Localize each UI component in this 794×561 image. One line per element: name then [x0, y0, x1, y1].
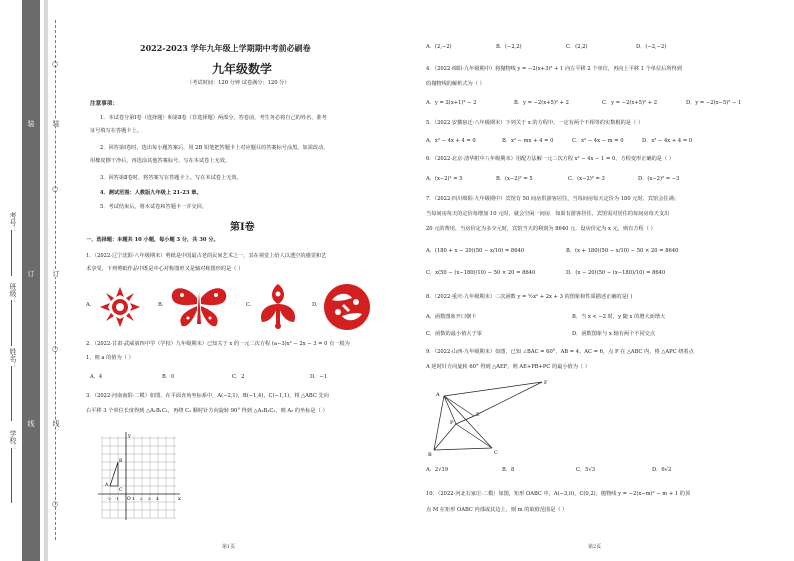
q6-option-c[interactable]: C．(x−2)² = 3 [568, 176, 605, 182]
grid-tick: 1 [132, 496, 135, 501]
exam-number-line[interactable] [11, 230, 12, 276]
binding-dashed-line [55, 20, 56, 540]
right-page-number: 第2页 [588, 544, 602, 550]
grid-y-label: y [128, 433, 131, 439]
q9-option-c[interactable]: C．5√3 [576, 467, 596, 473]
notes-title: 注意事项： [90, 101, 118, 107]
binding-circle: ○ [51, 345, 59, 353]
question-1-text: 术享受，下列剪纸作品中既是中心对称图形又是轴对称图形的是（ ） [86, 266, 244, 272]
exam-title: 2022-2023 学年九年级上学期期中考前必刷卷 [140, 43, 311, 53]
binding-mark: 线 [52, 420, 60, 427]
q9-option-b[interactable]: B．8 [502, 467, 515, 473]
note-line: 2．回答第Ⅰ卷时，选出每小题答案后，用 2B 铅笔把答题卡上对应题目的答案标号涂黑。如需改动， [100, 145, 329, 151]
fig9-point-b: B [428, 452, 432, 458]
name-line[interactable] [11, 366, 12, 421]
q8-option-c[interactable]: C．函数的最小值大于零 [426, 331, 482, 337]
q5-option-c[interactable]: C．x² − 4x − m = 0 [572, 138, 624, 144]
fig9-point-f: F [544, 380, 548, 386]
q9-option-d[interactable]: D．6√2 [652, 467, 672, 473]
school-line[interactable] [11, 448, 12, 503]
q2-option-a[interactable]: A．4 [90, 374, 103, 380]
note-line: 证号填写在答题卡上。 [90, 128, 142, 134]
question-4-text: 4．（2022·绵阳·九年级期中）将抛物线 y = −2(x+3)² + 1 向左平移 2 个单位，再向上平移 1 个单位后所得到 [426, 66, 682, 72]
paper-cut-b-image [168, 284, 230, 330]
q8-option-d[interactable]: D．函数图象与 x 轴有两个不同交点 [572, 331, 656, 337]
q7-option-a[interactable]: A．(180 + x − 20)(50 − x/10) = 8640 [426, 248, 525, 254]
q4-option-b[interactable]: B．y = −2(x+5)² + 2 [514, 100, 569, 106]
q1-option-label[interactable]: C. [246, 302, 252, 308]
question-3-grid-figure [94, 430, 184, 522]
q5-option-b[interactable]: B．x² − mx + 4 = 0 [502, 138, 554, 144]
grid-origin-label: O [127, 497, 131, 502]
q1-option-label[interactable]: B. [158, 302, 164, 308]
q5-option-a[interactable]: A．x² − 4x + 4 = 0 [426, 138, 476, 144]
question-4-text: 的抛物线的解析式为（ ） [426, 81, 485, 87]
grid-x-label: x [178, 496, 181, 502]
left-page-number: 第1页 [222, 544, 236, 550]
q6-option-a[interactable]: A．(x−2)² = 5 [426, 176, 463, 182]
paper-cut-a-image [98, 285, 142, 329]
binding-stripe-outer [22, 0, 40, 561]
q4-option-a[interactable]: A．y = 2(x+1)² − 2 [426, 100, 477, 106]
question-9-text: 9．（2022·山西·九年级期末）如图，已知 ∠BAC = 60°，AB = 4，AC = 6，点 P 在 △ABC 内，将 △APC 绕着点 [426, 349, 694, 355]
section-title: 第Ⅰ卷 [230, 222, 255, 233]
binding-circle: ○ [51, 500, 59, 508]
fig9-point-p: P [450, 420, 454, 426]
fig9-point-c: C [494, 450, 498, 456]
left-page [72, 0, 408, 561]
q8-option-b[interactable]: B．当 x < −2 时，y 随 x 的增大而增大 [572, 314, 666, 320]
fig9-point-e: E [476, 412, 480, 418]
q6-option-d[interactable]: D．(x−2)² = −3 [638, 176, 680, 182]
grid-tick: -1 [115, 496, 119, 501]
question-3-text: 3．（2022·河南南阳·二模）如图，在平面直角坐标系中，A(−2,1)，B(−1,4)，C(−1,1)，将 △ABC 先向 [86, 393, 329, 399]
q4-option-c[interactable]: C．y = −2(x+5)² + 2 [602, 100, 658, 106]
q3-option-a[interactable]: A．(2,−2) [426, 44, 452, 50]
right-page [420, 0, 790, 561]
grid-point-b: B [119, 459, 123, 464]
question-10-text: 点 M 在矩形 OABC 内部或其边上，则 m 的取值范围是（ ） [426, 507, 568, 513]
note-line: 3．回答第Ⅱ卷时，将答案写在答题卡上。写在本试卷上无效。 [100, 175, 242, 181]
fig9-point-a: A [436, 392, 440, 398]
binding-stripe-inner [44, 0, 48, 561]
subject-title: 九年级数学 [212, 62, 273, 76]
note-line: 5．考试结束后，将本试卷和答题卡一并交回。 [100, 204, 208, 210]
section-intro: 一、选择题：本题共 10 小题，每小题 3 分，共 30 分。 [86, 237, 219, 243]
q3-option-d[interactable]: D．(−2,−2) [636, 44, 667, 50]
question-2-text: 1，则 a 的值为（ ） [86, 355, 134, 361]
q6-option-b[interactable]: B．(x−2)² = 5 [496, 176, 533, 182]
q7-option-b[interactable]: B．(x + 180)(50 − x/10) − 50 × 20 = 8640 [566, 248, 679, 254]
binding-mark: 装 [52, 120, 60, 127]
class-line[interactable] [11, 300, 12, 346]
paper-cut-c-image [256, 282, 300, 330]
q2-option-c[interactable]: C．2 [232, 374, 245, 380]
class-label: 班级： [9, 283, 17, 304]
binding-inner-label: 装 [27, 120, 35, 127]
question-9-figure [426, 378, 556, 458]
exam-number-label: 考号： [9, 212, 17, 233]
binding-mark: 订 [52, 270, 60, 277]
binding-circle: ○ [51, 185, 59, 193]
question-1-text: 1．（2022·辽宁沈阳·八年级期末）剪纸是中国最古老的民间艺术之一，其在视觉上给人以透空的感觉和艺 [86, 253, 327, 259]
q3-option-b[interactable]: B．(−2,2) [496, 44, 522, 50]
question-3-text: 右平移 3 个单位长度得到 △A₁B₁C₁，再绕 C₁ 顺时针方向旋转 90° 得到 △A₂B₂C₁，则 A₂ 的坐标是（ ） [86, 408, 328, 414]
grid-point-c: C [119, 488, 123, 493]
binding-circle: ○ [51, 60, 59, 68]
question-6-text: 6．（2022·北京·清华附中八年级期末）用配方法解一元二次方程 x² − 4x − 1 = 0，方程变形正确的是（ ） [426, 156, 675, 162]
q3-option-c[interactable]: C．(2,2) [566, 44, 588, 50]
school-label: 学校： [9, 430, 17, 451]
question-10-text: 10．（2022·河北石家庄·二模）如图，矩形 OABC 中，A(−3,0)，C(0,2)，抛物线 y = −2(x−m)² − m + 1 的顶 [426, 491, 691, 497]
q4-option-d[interactable]: D．y = −2(x−5)² − 1 [686, 100, 742, 106]
name-label: 姓名： [9, 348, 17, 369]
q8-option-a[interactable]: A．函数图象开口朝下 [426, 314, 477, 320]
question-7-text: 当每间房每天的定价每增加 10 元时，就会空闲一间房．如果有游客居住，宾馆需对居住的每间房每天支出 [426, 211, 670, 217]
q1-option-label[interactable]: A. [86, 302, 92, 308]
grid-tick: 2 [140, 496, 143, 501]
note-line: 4．测试范围：人教版九年级上 21-23 章。 [100, 190, 202, 196]
q9-option-a[interactable]: A．2√19 [426, 467, 449, 473]
binding-inner-label: 订 [27, 270, 35, 277]
grid-tick: 4 [156, 496, 159, 501]
q7-option-c[interactable]: C．x(50 − (x−180)/10) − 50 × 20 = 8640 [426, 270, 536, 276]
q1-option-label[interactable]: D. [312, 302, 318, 308]
binding-margin [0, 0, 62, 561]
q5-option-d[interactable]: D．x² − 4x + 4 = 0 [642, 138, 693, 144]
question-7-text: 20 元的费用，当房价定为多少元时，宾馆当天的利润为 8640 元．设房价定为 x 元，则有方程（ ） [426, 226, 656, 232]
note-line: 1．本试卷分第Ⅰ卷（选择题）和第Ⅱ卷（非选择题）两部分。答卷前，考生务必将自己的姓名、准考 [100, 115, 327, 121]
time-info: （考试时间：120 分钟 试卷满分：120 分） [187, 80, 290, 86]
question-8-text: 8．（2022·重庆·九年级期末）二次函数 y = ½x² + 2x + 3 的图象和性质描述正确的是( ) [426, 294, 633, 300]
question-5-text: 5．（2022·安徽宿迁·八年级期末）下列关于 x 的方程中，一定有两个不相等的实数根的是（ ） [426, 120, 644, 126]
question-2-text: 2．（2022·甘肃·武威第四中学（学校）九年级期末）已知关于 x 的一元二次方程 (a−3)x² − 2x − 3 = 0 有一根为 [86, 341, 350, 347]
question-9-text: A 逆时针方向旋转 60° 得到 △AEF，则 AE+PB+PC 的最小值为（ ） [426, 364, 590, 370]
grid-tick: -2 [107, 496, 111, 501]
binding-inner-label: 线 [27, 420, 35, 427]
grid-point-a: A [105, 483, 109, 488]
q7-option-d[interactable]: D．(x − 20)(50 − (x−180)/10) = 8640 [566, 270, 666, 276]
grid-tick: 3 [148, 496, 151, 501]
question-7-text: 7．（2022·四川绵阳·九年级期中）宾馆有 50 间房供游客居住，当每间房每天定价为 180 元时，宾馆会住满； [426, 196, 679, 202]
q2-option-d[interactable]: D．−1 [310, 374, 327, 380]
paper-cut-d-image [322, 282, 372, 332]
q2-option-b[interactable]: B．0 [162, 374, 175, 380]
note-line: 用橡皮擦干净后，再选涂其他答案标号。写在本试卷上无效。 [90, 158, 231, 164]
